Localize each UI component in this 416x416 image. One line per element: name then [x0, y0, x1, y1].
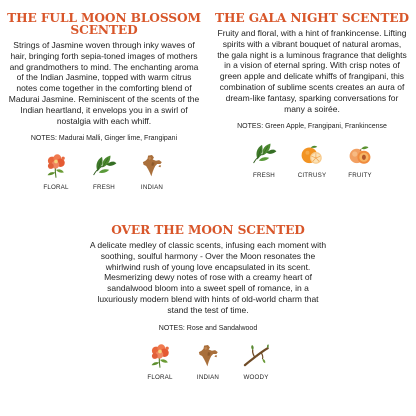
product-description: Strings of Jasmine woven through inky waves of hair, bringing forth sepia-toned images of mothers and grandmothers to mind. The enchanting aroma of the Indian Jasmine, topped with warm citrus notes come together in the comforting blend of Madurai Jasmine. Reminiscent of the scents of the Indian heartland, it envelops you in a swirl of nostalgia with each whiff.	[8, 40, 200, 126]
product-description: Fruity and floral, with a hint of frankincense. Lifting spirits with a vibrant bouquet of natural aromas, the gala night is a luminous fragrance that delights in a vision of eternal spring. With crisp notes of green apple and delicate whiffs of frangipani, this combination of sublime scents creates an aura of dream-like fantasy, sparking conversations for many a soirée.	[217, 28, 407, 114]
scent-fresh	[246, 141, 282, 180]
scent-label: INDIAN	[140, 184, 164, 192]
scent-label: FRESH	[253, 172, 275, 180]
scent-icons	[208, 141, 416, 180]
flower-icon	[147, 343, 173, 369]
product-title: OVER THE MOON SCENTED	[111, 223, 305, 237]
product-full-moon-blossom	[0, 12, 208, 192]
notes-label: NOTES:	[30, 135, 57, 143]
peach-icon	[347, 141, 373, 167]
scent-label: FRESH	[93, 184, 115, 192]
notes-label: NOTES:	[237, 123, 264, 131]
flower-icon	[43, 153, 69, 179]
product-title: THE GALA NIGHT SCENTED	[215, 11, 409, 25]
scent-label: INDIAN	[196, 373, 220, 381]
india-map-icon	[195, 343, 221, 369]
scent-icons	[0, 153, 208, 192]
notes-value: Madurai Malli, Ginger lime, Frangipani	[58, 135, 178, 143]
notes-value: Rose and Sandalwood	[186, 324, 258, 332]
scent-label: WOODY	[243, 373, 269, 381]
scent-label: FRUITY	[348, 172, 372, 180]
product-notes	[60, 324, 356, 333]
scent-indian	[190, 343, 226, 382]
branch-icon	[243, 343, 269, 369]
scent-icons	[60, 343, 356, 382]
product-title: THE FULL MOON BLOSSOM SCENTED	[7, 11, 201, 37]
scent-floral	[142, 343, 178, 382]
leaves-icon	[91, 153, 117, 179]
scent-indian	[134, 153, 170, 192]
scent-woody	[238, 343, 274, 382]
product-notes	[0, 134, 208, 143]
scent-label: FLORAL	[147, 373, 173, 381]
scent-citrusy	[294, 141, 330, 180]
orange-icon	[299, 141, 325, 167]
product-notes	[208, 122, 416, 131]
india-map-icon	[139, 153, 165, 179]
scent-label: FLORAL	[43, 184, 69, 192]
scent-fresh	[86, 153, 122, 192]
scent-label: CITRUSY	[297, 172, 327, 180]
product-over-the-moon	[60, 224, 356, 382]
notes-value: Green Apple, Frangipani, Frankincense	[265, 123, 387, 131]
product-description: A delicate medley of classic scents, infusing each moment with soothing, soulful harmony - Over the Moon resonates the whirlwind rush of young love encapsulated in its scent. Mesmerizing dewy notes of rose with a creamy heart of sandalwood bloom into a sweet spell of romance, in a luxuriously modern blend with hints of old-world charm that stand the test of time.	[89, 240, 327, 315]
product-gala-night	[208, 12, 416, 180]
scent-floral	[38, 153, 74, 192]
leaves-icon	[251, 141, 277, 167]
scent-fruity	[342, 141, 378, 180]
notes-label: NOTES:	[158, 324, 185, 332]
